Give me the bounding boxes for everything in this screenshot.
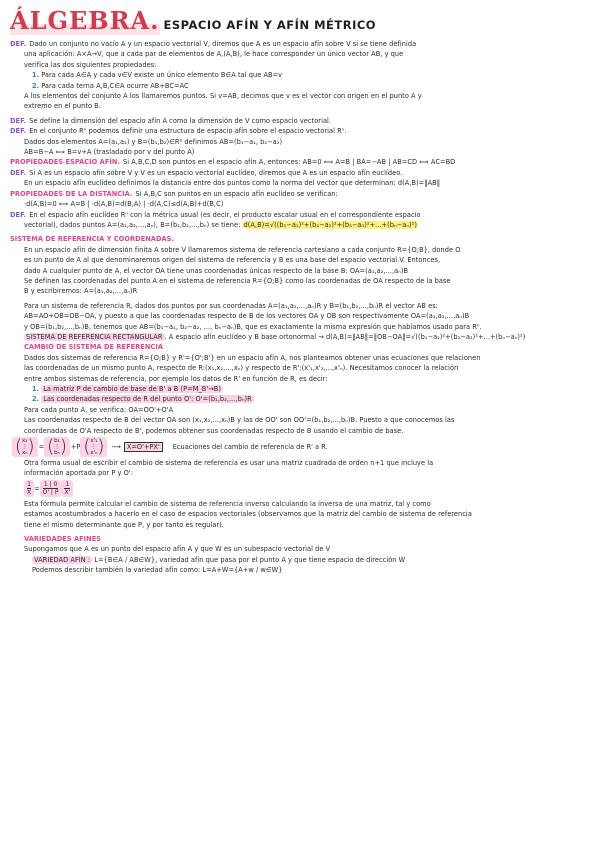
line <box>10 555 589 565</box>
text: Las coordenadas respecto de R del punto O': O'=(b₁,b₂,...,bₙ)R <box>43 395 252 404</box>
line <box>10 81 589 91</box>
text: En un espacio afín euclídeo definimos la distancia entre dos puntos como la norma del vector que determinan: d(A,B)=‖AB‖ <box>24 179 441 188</box>
line <box>10 101 589 111</box>
text: Dado un conjunto no vacío A y un espacio vectorial V, diremos que A es un espacio afín sobre V si se tiene definida <box>29 40 417 48</box>
text: Para cada terna A,B,C∈A ocurre AB+BC=AC <box>41 81 189 90</box>
line <box>10 168 589 178</box>
text: verifica las dos siguientes propiedades: <box>24 60 157 69</box>
text: . A espacio afín euclídeo y B base ortonormal → d(A,B)=‖AB‖=‖OB−OA‖=√((b₁−a₁)²+(b₂−a₂)²+...+(bₙ−aₙ)²) <box>164 332 526 341</box>
text: una aplicación: A×A→V, que a cada par de elementos de A,(A,B), le hace corresponder un único vector AB, y que <box>24 50 404 59</box>
line <box>10 178 589 188</box>
text: Para cada punto A, se verifica: OA=OO'+O'A <box>24 405 174 414</box>
cell: O' | P <box>42 489 59 497</box>
text: es un punto de A al que denominaremos origen del sistema de referencia y B es una base del espacio vectorial V. Entonces, <box>24 256 441 265</box>
text: tiene el mismo determinante que P, y por tanto es regular). <box>24 520 224 529</box>
cell: xₙ <box>22 450 28 457</box>
section-tag: VARIEDADES AFINES <box>24 535 102 544</box>
line <box>10 70 589 80</box>
line <box>10 301 589 311</box>
line <box>10 311 589 321</box>
line <box>10 342 589 352</box>
text: ·d(A,B)=0 ⟺ A=B | ·d(A,B)=d(B,A) | ·d(A,C)≤d(A,B)+d(B,C) <box>24 200 224 209</box>
text: Supongamos que A es un punto del espacio afín A y que W es un subespacio vectorial de V <box>24 545 331 554</box>
cell: ⋮ <box>22 444 28 451</box>
text: Si A es un espacio afín sobre V y V es un espacio vectorial euclídeo, diremos que A es un espacio afín euclídeo. <box>29 168 403 177</box>
list-number: 2. <box>32 81 40 90</box>
matrix-block-equation <box>10 479 589 499</box>
line <box>10 49 589 59</box>
line <box>10 458 589 468</box>
line <box>10 520 589 530</box>
text: AB=B−A ⟺ B=v+A (trasladado por v del punto A) <box>24 148 195 157</box>
line <box>10 405 589 415</box>
text: En el conjunto Rⁿ podemos definir una estructura de espacio afín sobre el espacio vectorial Rⁿ. <box>29 127 347 136</box>
text: coordenadas de O'A respecto de B', podemos obtener sus coordenadas respecto de B usando el cambio de base. <box>24 426 404 435</box>
text: Si A,B,C,D son puntos en el espacio afín A, entonces: AB=0 ⟺ A=B | BA=−AB | AB=CD ⟺ AC=BD <box>123 158 456 167</box>
section-tag: VARIEDAD AFÍN : <box>34 555 91 564</box>
cell: X <box>27 489 32 497</box>
text: Para un sistema de referencia R, dados dos puntos por sus coordenadas A=(a₁,a₂,...,aₙ)R y B=(b₁,b₂,...,bₙ)R el vector AB es: <box>24 301 438 310</box>
text: Si A,B,C son puntos en un espacio afín euclídeo se verifican: <box>135 189 338 198</box>
line <box>10 544 589 554</box>
highlight-formula: d(A,B)=√((b₁−a₁)²+(b₂−a₂)²+(b₃−a₃)²+...+(bₙ−aₙ)²) <box>243 220 417 229</box>
text: extremo en el punto B. <box>24 102 101 111</box>
vector-1x-prime <box>61 480 73 497</box>
line <box>10 91 589 101</box>
text: Se definen las coordenadas del punto A en el sistema de referencia R={O;B} como las coordenadas de OA respecto de la base <box>24 276 451 285</box>
matrix-b: ( b₁ ⋮ bₙ ) <box>44 437 70 457</box>
text: Dados dos elementos A=(a₁,a₂) y B=(b₁,b₂)∈R² definimos AB=(b₁−a₁, b₂−a₂) <box>24 137 283 146</box>
def-tag: DEF. <box>10 168 27 177</box>
vector-1x <box>24 480 34 497</box>
text: En el espacio afín euclídeo Rⁿ con la métrica usual (es decir, el producto escalar usual en el correspondiente espacio <box>29 210 421 219</box>
line <box>10 415 589 425</box>
line <box>10 245 589 255</box>
section-tag: PROPIEDADES ESPACIO AFÍN. <box>10 158 121 167</box>
line <box>10 147 589 157</box>
line <box>10 565 589 575</box>
cell: 1 | 0 <box>43 481 58 489</box>
def-tag: DEF. <box>10 116 27 125</box>
text: información aportada por P y O': <box>24 469 134 478</box>
text: Esta fórmula permite calcular el cambio de sistema de referencia inverso calculando la inversa de una matriz, tal y como <box>24 499 431 508</box>
line <box>10 189 589 199</box>
section-tag: PROPIEDADES DE LA DISTANCIA. <box>10 189 133 198</box>
line <box>10 374 589 384</box>
matrix-equation <box>10 436 589 458</box>
page-subtitle: ESPACIO AFÍN Y AFÍN MÉTRICO <box>163 18 377 32</box>
cell: x'ₙ <box>90 450 98 457</box>
cell: 1 <box>27 481 31 489</box>
line <box>10 468 589 478</box>
equals-sign: = <box>38 443 45 452</box>
line <box>10 276 589 286</box>
line <box>10 509 589 519</box>
line <box>10 220 589 230</box>
page-title: ÁLGEBRA. <box>10 6 160 35</box>
line <box>10 157 589 167</box>
cell: ⋮ <box>54 444 60 451</box>
text: Se define la dimensión del espacio afín A como la dimensión de V como espacio vectorial. <box>29 116 332 125</box>
section-tag: CAMBIO DE SISTEMA DE REFERENCIA <box>24 343 163 352</box>
text: dado A cualquier punto de A, el vector OA tiene unas coordenadas únicas respecto de la base B: OA=(a₁,a₂,...,aₙ)B <box>24 266 409 275</box>
text: las coordenadas de un mismo punto A, respecto de R:(x₁,x₂,...,xₙ) y respecto de R':(x'₁,x'₂,...,x'ₙ). Necesitamos conocer la relación <box>24 364 459 373</box>
line <box>10 363 589 373</box>
matrix-p: P <box>76 443 81 452</box>
line <box>10 39 589 49</box>
def-tag: DEF. <box>10 127 27 136</box>
line <box>10 234 589 244</box>
cell: ⋮ <box>91 444 97 451</box>
line <box>10 116 589 126</box>
cell: bₙ <box>54 450 60 457</box>
text: Para cada A∈A y cada v∈V existe un único elemento B∈A tal que AB=v <box>41 71 283 80</box>
text: estamos acostumbrados a hacerlo en el caso de espacios vectoriales (observamos que la matriz del cambio de sistema de referencia <box>24 510 472 519</box>
text: y OB=(b₁,b₂,...,bₙ)B, tenemos que AB=(b₁−a₁, b₂−a₂, ..., bₙ−aₙ)B, que es exactamente la misma expresión que habíamos usado para Rⁿ. <box>24 322 482 331</box>
text: Podemos describir también la variedad afín como: L=A+W={A+w / w∈W} <box>32 566 283 575</box>
text: A los elementos del conjunto A los llamaremos puntos. Si v=AB, decimos que v es el vector con origen en el punto A y <box>24 92 422 101</box>
text: Dados dos sistemas de referencia R={O;B} y R'={O';B'} en un espacio afín A, nos planteamos obtener unas ecuaciones que relacionen <box>24 353 481 362</box>
line <box>10 394 589 404</box>
line <box>10 137 589 147</box>
line <box>10 322 589 332</box>
line <box>10 534 589 544</box>
section-tag: SISTEMA DE REFERENCIA RECTANGULAR <box>26 332 163 341</box>
title-row <box>10 6 589 35</box>
text: En un espacio afín de dimensión finita A sobre V llamaremos sistema de referencia cartesiano a cada conjunto R={O;B}, donde O <box>24 245 461 254</box>
line <box>10 286 589 296</box>
line <box>10 126 589 136</box>
line <box>10 199 589 209</box>
boxed-formula: X=O'+PX' <box>124 442 163 452</box>
cell: x₁ <box>22 438 28 445</box>
cell: x'₁ <box>90 438 98 445</box>
section-tag: SISTEMA DE REFERENCIA Y COORDENADAS. <box>10 235 174 244</box>
line <box>10 353 589 363</box>
arrow-icon: ⟶ <box>111 443 121 452</box>
text: Las coordenadas respecto de B del vector OA son (x₁,x₂,...,xₙ)B y las de OO' son OO'=(b₁,b₂,...,bₙ)B. Puesto a que conocemos las <box>24 416 455 425</box>
def-tag: DEF. <box>10 210 27 219</box>
line <box>10 426 589 436</box>
line <box>10 255 589 265</box>
equation-caption: Ecuaciones del cambio de referencia de R' a R. <box>172 443 328 452</box>
cell: 1 <box>65 481 70 489</box>
text: B y escribiremos: A=(a₁,a₂,...,aₙ)R <box>24 287 138 296</box>
list-number: 1. <box>32 385 40 393</box>
line <box>10 60 589 70</box>
plus-sign: + <box>70 443 77 452</box>
text: AB=AO+OB=OB−OA, y puesto a que las coordenadas respecto de B de los vectores OA y OB son respectivamente OA=(a₁,a₂,...,aₙ)B <box>24 312 470 321</box>
text: entre ambos sistemas de referencia, por ejemplo los datos de R' en función de R, es decir: <box>24 374 328 383</box>
line <box>10 332 589 342</box>
def-tag: DEF. <box>10 40 27 48</box>
line <box>10 384 589 394</box>
text: L={B∈A / AB∈W}, variedad afín que pasa por el punto A y que tiene espacio de dirección W <box>94 555 406 564</box>
equals-sign: = <box>34 484 40 493</box>
text: vectorial), dados puntos A=(a₁,a₂,...,aₙ), B=(b₁,b₂,...,bₙ) se tiene: <box>24 220 241 229</box>
line <box>10 266 589 276</box>
text: La matriz P de cambio de base de B' a B (P=M_B'→B) <box>43 385 222 393</box>
cell: X' <box>64 489 71 497</box>
text: Otra forma usual de escribir el cambio de sistema de referencia es usar una matriz cuadrada de orden n+1 que incluye la <box>24 459 434 468</box>
matrix-x: ( x₁ ⋮ xₙ ) <box>12 437 38 457</box>
cell: b₁ <box>54 438 60 445</box>
line <box>10 499 589 509</box>
block-matrix <box>40 480 62 497</box>
matrix-x-prime: ( x'₁ ⋮ x'ₙ ) <box>80 437 107 457</box>
list-number: 1. <box>32 71 40 80</box>
list-number: 2. <box>32 395 40 404</box>
line <box>10 210 589 220</box>
